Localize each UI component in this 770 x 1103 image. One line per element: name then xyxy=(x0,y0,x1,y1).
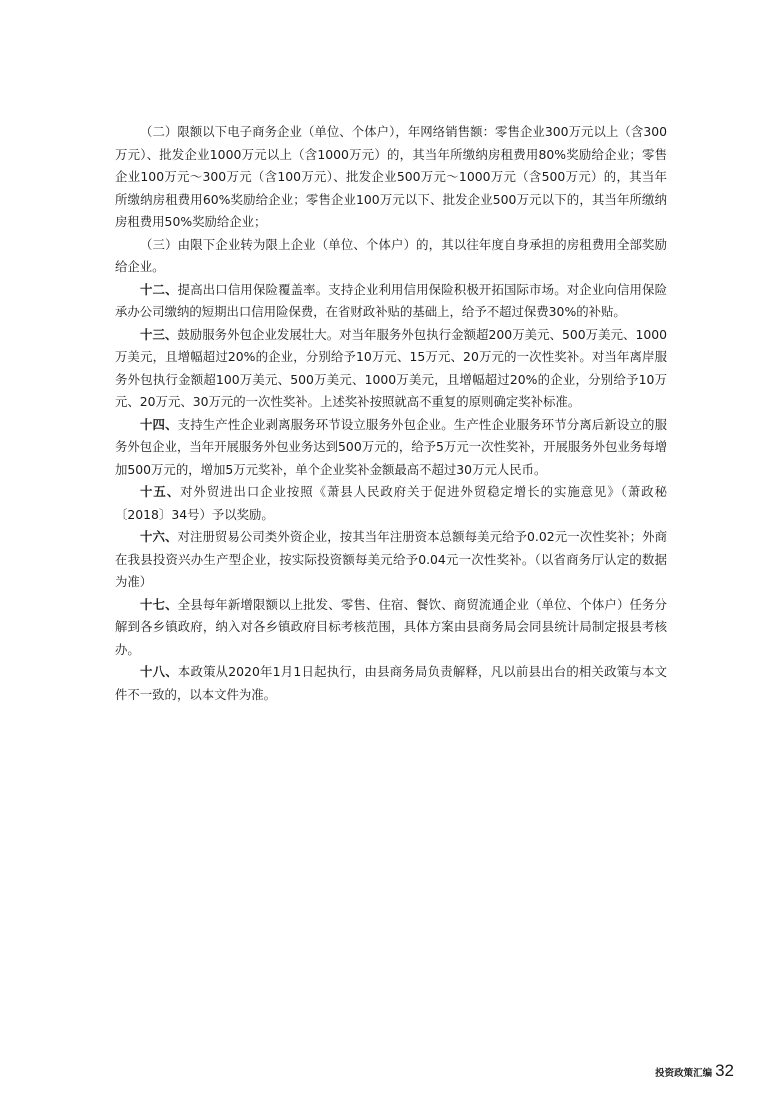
paragraph-3 xyxy=(115,234,667,279)
paragraph-text: （二）限额以下电子商务企业（单位、个体户），年网络销售额：零售企业300万元以上（含300万元）、批发企业1000万元以上（含1000万元）的，其当年所缴纳房租费用80%奖励给企业；零售企业100万元～300万元（含100万元）、批发企业500万元～1000万元（含500万元）的，其当年所缴纳房租费用60%奖励给企业；零售企业100万元以下、批发企业500万元以下的，其当年所缴纳房租费用50%奖励给企业； xyxy=(115,124,667,229)
article-number: 十七、 xyxy=(140,596,178,612)
article-number: 十六、 xyxy=(140,529,178,544)
page-footer xyxy=(655,1061,734,1081)
article-12 xyxy=(115,279,667,324)
article-text: 本政策从2020年1月1日起执行，由县商务局负责解释，凡以前县出台的相关政策与本文件不一致的，以本文件为准。 xyxy=(115,664,667,702)
article-18 xyxy=(115,661,667,706)
article-text: 支持生产性企业剥离服务环节设立服务外包企业。生产性企业服务环节分离后新设立的服务外包企业，当年开展服务外包业务达到500万元的，给予5万元一次性奖补，开展服务外包业务每增加500万元的，增加5万元奖补，单个企业奖补金额最高不超过30万元人民币。 xyxy=(115,416,668,477)
article-15 xyxy=(115,481,667,526)
article-number: 十三、 xyxy=(140,326,178,342)
article-number: 十八、 xyxy=(140,664,178,679)
article-14 xyxy=(115,414,667,482)
article-16 xyxy=(115,526,667,594)
article-number: 十五、 xyxy=(140,484,181,499)
article-number: 十四、 xyxy=(140,416,178,432)
article-13 xyxy=(115,324,667,414)
page-number: 32 xyxy=(715,1061,734,1080)
article-text: 对注册贸易公司类外资企业，按其当年注册资本总额每美元给予0.02元一次性奖补；外商在我县投资兴办生产型企业，按实际投资额每美元给予0.04元一次性奖补。（以省商务厅认定的数据为准） xyxy=(115,529,668,589)
paragraph-2 xyxy=(115,121,667,234)
article-number: 十二、 xyxy=(140,281,178,297)
article-text: 全县每年新增限额以上批发、零售、住宿、餐饮、商贸流通企业（单位、个体户）任务分解到各乡镇政府，纳入对各乡镇政府目标考核范围，具体方案由县商务局会同县统计局制定报县考核办。 xyxy=(115,596,668,657)
article-17 xyxy=(115,594,667,662)
article-text: 鼓励服务外包企业发展壮大。对当年服务外包执行金额超200万美元、500万美元、1000万美元，且增幅超过20%的企业，分别给予10万元、15万元、20万元的一次性奖补。对当年离岸服务外包执行金额超100万美元、500万美元、1000万美元，且增幅超过20%的企业，分别给予10万元、20万元、30万元的一次性奖补。上述奖补按照就高不重复的原则确定奖补标准。 xyxy=(115,326,667,409)
paragraph-text: （三）由限下企业转为限上企业（单位、个体户）的，其以往年度自身承担的房租费用全部奖励给企业。 xyxy=(115,236,667,274)
document-body xyxy=(115,121,667,706)
article-text: 对外贸进出口企业按照《萧县人民政府关于促进外贸稳定增长的实施意见》（萧政秘〔2018〕34号）予以奖励。 xyxy=(115,484,667,522)
article-text: 提高出口信用保险覆盖率。支持企业利用信用保险积极开拓国际市场。对企业向信用保险承办公司缴纳的短期出口信用险保费，在省财政补贴的基础上，给予不超过保费30%的补贴。 xyxy=(115,281,668,319)
footer-label: 投资政策汇编 xyxy=(655,1068,713,1079)
